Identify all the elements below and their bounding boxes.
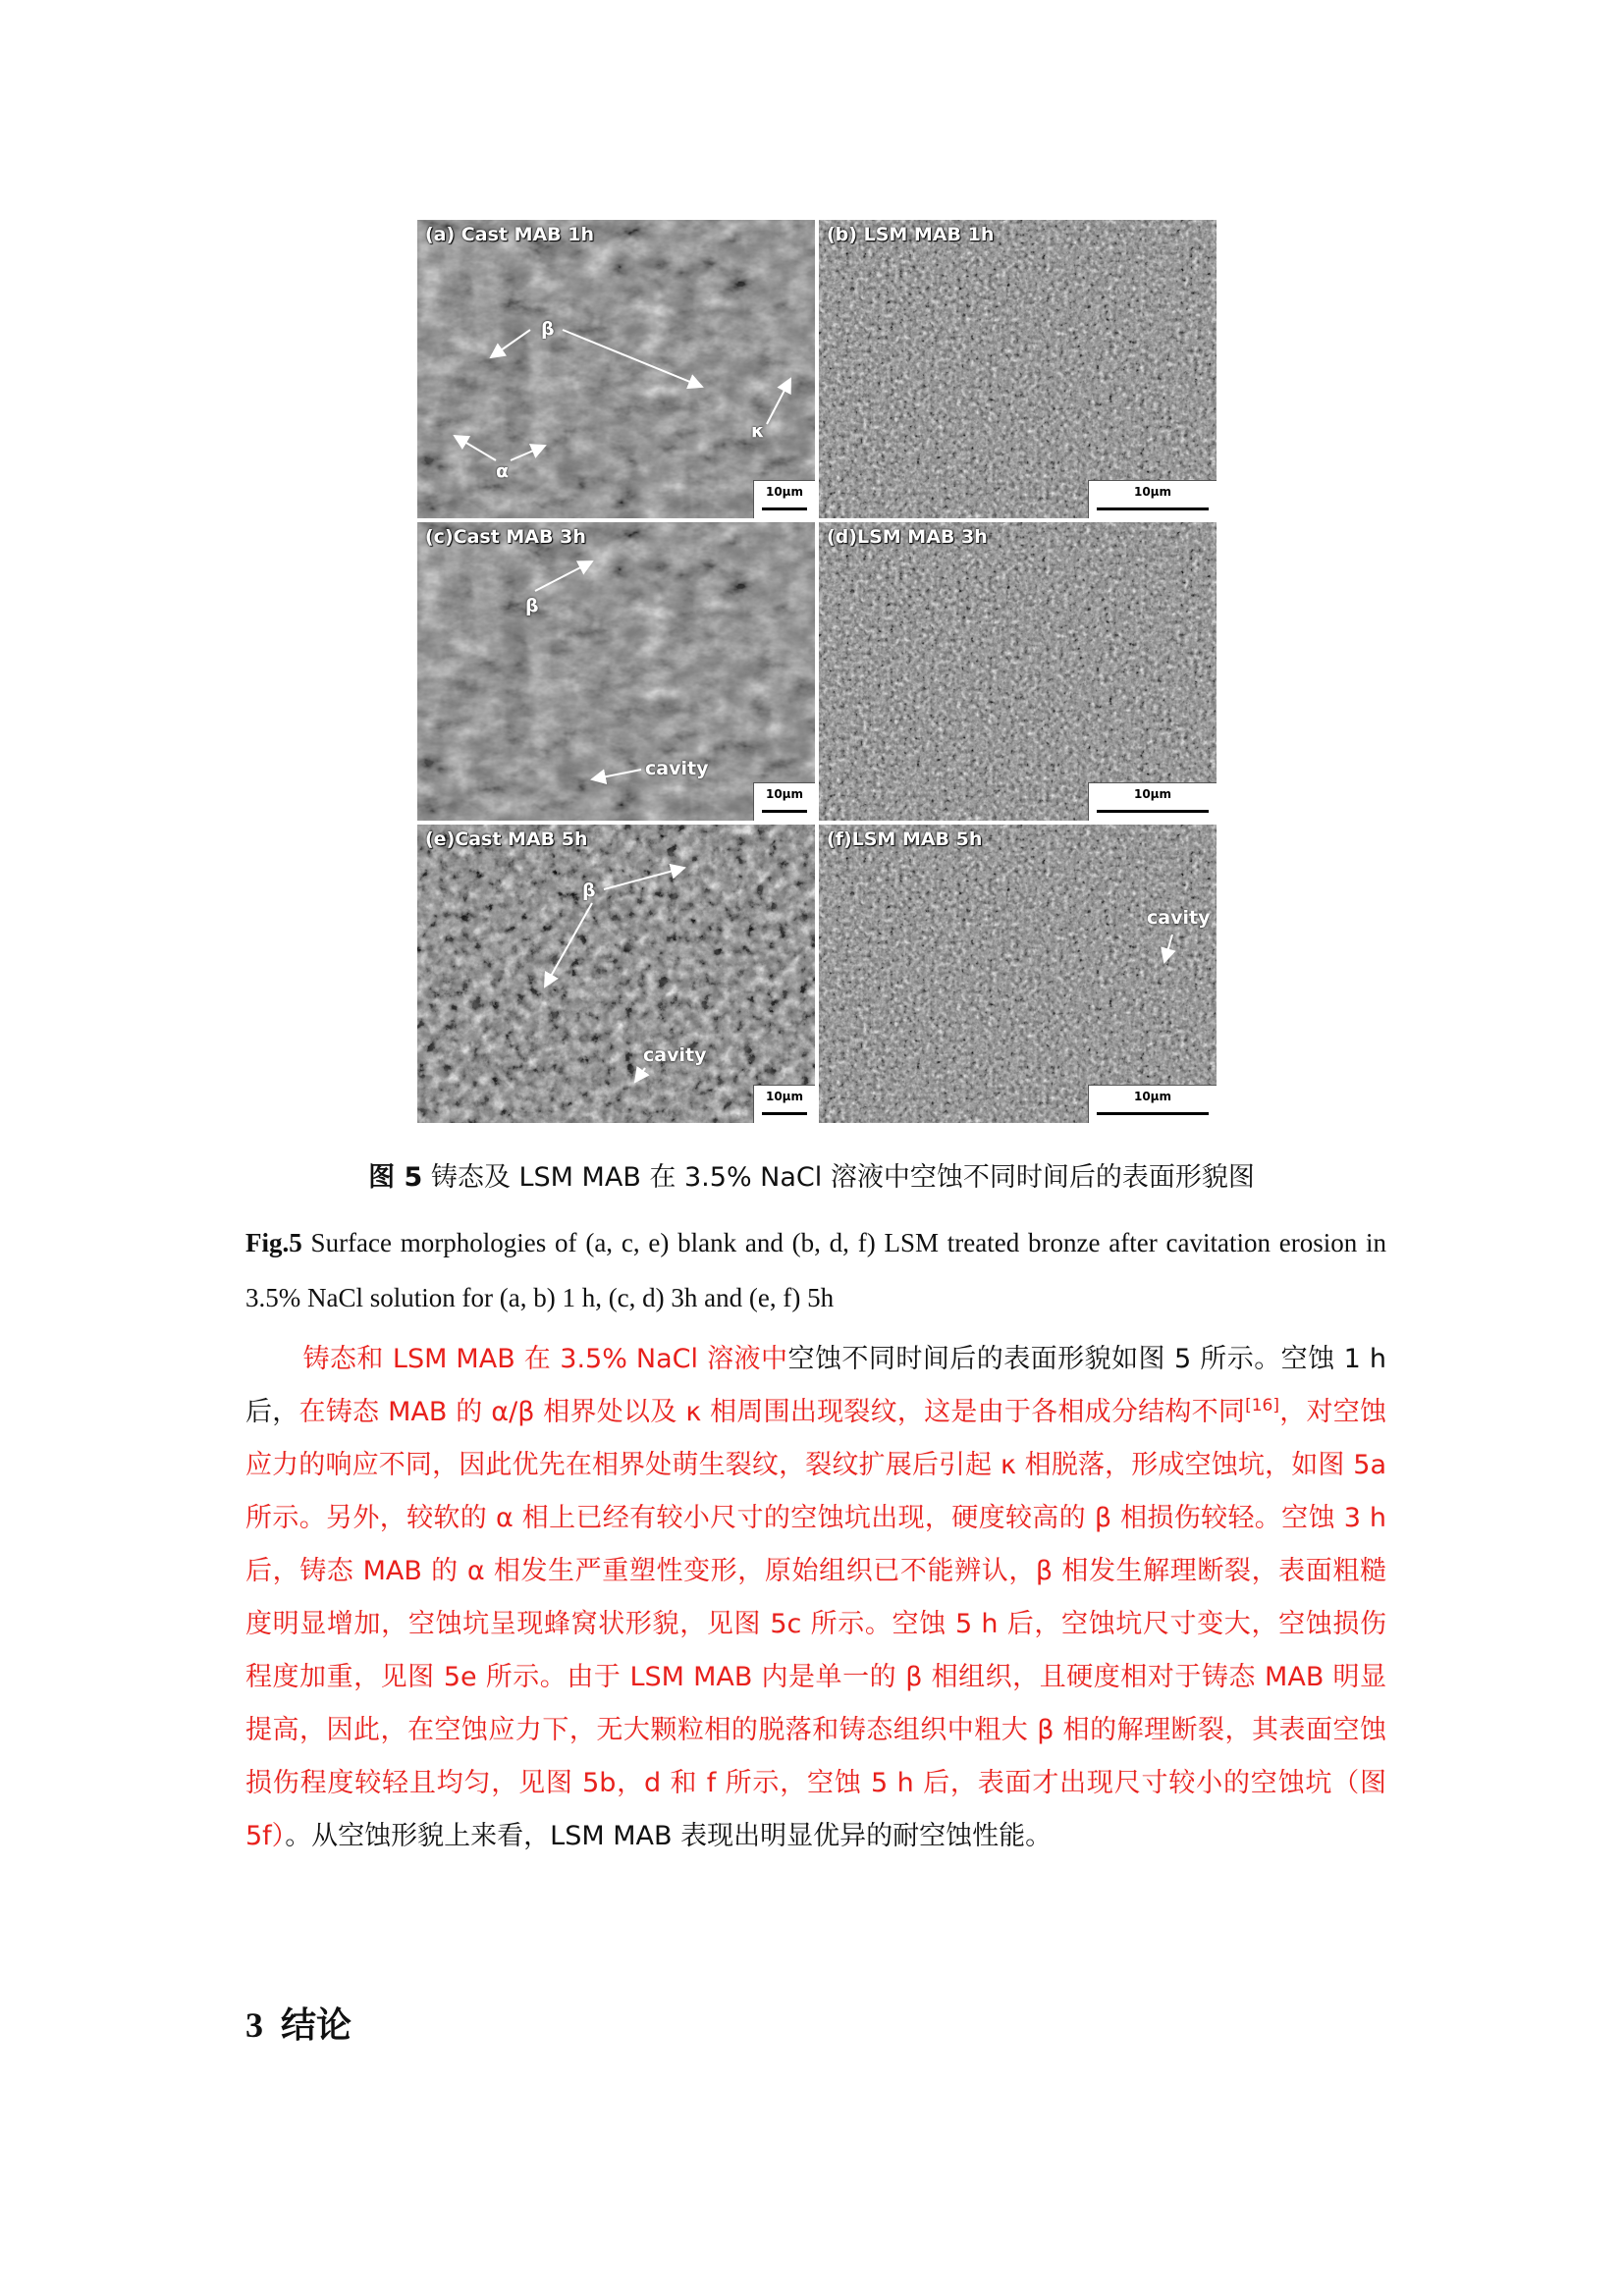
highlighted-text: 在铸态 MAB 的 α/β 相界处以及 κ 相周围出现裂纹，这是由于各相成分结构不同 <box>298 1397 1246 1427</box>
scale-bar-line <box>762 1112 807 1115</box>
scale-bar <box>753 480 815 518</box>
body-text: 空蚀不同时间后的表面形貌如图 5 所示。空蚀 1 h 后， <box>245 1344 1386 1427</box>
scale-bar-label: 10μm <box>1133 485 1172 499</box>
citation-ref[interactable]: [16] <box>1245 1396 1280 1415</box>
scale-bar-label: 10μm <box>765 1090 804 1103</box>
panel-label: (c)Cast MAB 3h <box>425 526 586 548</box>
alpha-label: α <box>496 460 510 482</box>
section-heading <box>245 1998 352 2048</box>
panel-label: (a) Cast MAB 1h <box>425 224 595 245</box>
scale-bar-label: 10μm <box>1133 787 1172 801</box>
sem-texture <box>417 220 815 518</box>
scale-bar <box>753 1085 815 1123</box>
micrograph-panel-c <box>417 522 815 821</box>
micrograph-panel-e <box>417 825 815 1123</box>
scale-bar-line <box>1097 1112 1209 1115</box>
scale-bar-label: 10μm <box>765 787 804 801</box>
sem-texture <box>417 522 815 821</box>
beta-label: β <box>525 595 539 616</box>
scale-bar <box>1088 1085 1217 1123</box>
kappa-label: κ <box>751 420 765 442</box>
scale-bar <box>1088 782 1217 821</box>
beta-label: β <box>541 318 555 340</box>
section-title: 结论 <box>281 2005 352 2046</box>
sem-texture <box>819 522 1217 821</box>
scale-bar-label: 10μm <box>1133 1090 1172 1103</box>
scale-bar-line <box>1097 810 1209 813</box>
cavity-label: cavity <box>643 1044 707 1066</box>
panel-label: (d)LSM MAB 3h <box>827 526 988 548</box>
figure-caption-chinese <box>0 1155 1623 1194</box>
highlighted-text: ，对空蚀应力的响应不同，因此优先在相界处萌生裂纹，裂纹扩展后引起 κ 相脱落，形成空蚀坑，如图 5a 所示。另外，较软的 α 相上已经有较小尺寸的空蚀坑出现，硬度较高的 β 相损伤较轻。空蚀 3 h 后，铸态 MAB 的 α 相发生严重塑性变形，原始组织已不能辨认，β 相发生解理断裂，表面粗糙度明显增加，空蚀坑呈现蜂窝状形貌，见图 5c 所示。空蚀 5 h 后，空蚀坑尺寸变大，空蚀损伤程度加重，见图 5e 所示。由于 LSM MAB 内是单一的 β 相组织，且硬度相对于铸态 MAB 明显提高，因此，在空蚀应力下，无大颗粒相的脱落和铸态组织中粗大 β 相的解理断裂，其表面空蚀损伤程度较轻且均匀，见图 5b，d 和 f 所示，空蚀 5 h 后，表面才出现尺寸较小的空蚀坑（图 5f） <box>245 1397 1387 1851</box>
scale-bar-label: 10μm <box>765 485 804 499</box>
body-text: 。从空蚀形貌上来看，LSM MAB 表现出明显优异的耐空蚀性能。 <box>285 1821 1053 1851</box>
figure-caption-english <box>245 1215 1386 1325</box>
caption-label: Fig.5 <box>245 1228 302 1257</box>
caption-text: Surface morphologies of (a, c, e) blank and (b, d, f) LSM treated bronze after cavitation erosion in 3.5% NaCl solution for (a, b) 1 h, (c, d) 3h and (e, f) 5h <box>245 1228 1387 1312</box>
panel-label: (e)Cast MAB 5h <box>425 828 588 850</box>
sem-texture <box>819 825 1217 1123</box>
highlighted-text: 铸态和 LSM MAB 在 3.5% NaCl 溶液中 <box>302 1344 788 1374</box>
scale-bar-line <box>762 507 807 510</box>
micrograph-panel-d <box>819 522 1217 821</box>
section-number: 3 <box>245 2005 263 2045</box>
sem-texture <box>819 220 1217 518</box>
panel-label: (f)LSM MAB 5h <box>827 828 983 850</box>
caption-label: 图 5 <box>368 1162 423 1193</box>
micrograph-panel-f <box>819 825 1217 1123</box>
caption-text: 铸态及 LSM MAB 在 3.5% NaCl 溶液中空蚀不同时间后的表面形貌图 <box>430 1162 1255 1193</box>
panel-label: (b) LSM MAB 1h <box>827 224 995 245</box>
scale-bar-line <box>762 810 807 813</box>
body-paragraph <box>245 1333 1386 1863</box>
micrograph-panel-a <box>417 220 815 518</box>
cavity-label: cavity <box>645 758 709 779</box>
scale-bar <box>1088 480 1217 518</box>
scale-bar-line <box>1097 507 1209 510</box>
figure-5 <box>417 220 1217 1123</box>
scale-bar <box>753 782 815 821</box>
cavity-label: cavity <box>1147 907 1211 929</box>
micrograph-panel-b <box>819 220 1217 518</box>
sem-texture <box>417 825 815 1123</box>
beta-label: β <box>582 880 596 901</box>
